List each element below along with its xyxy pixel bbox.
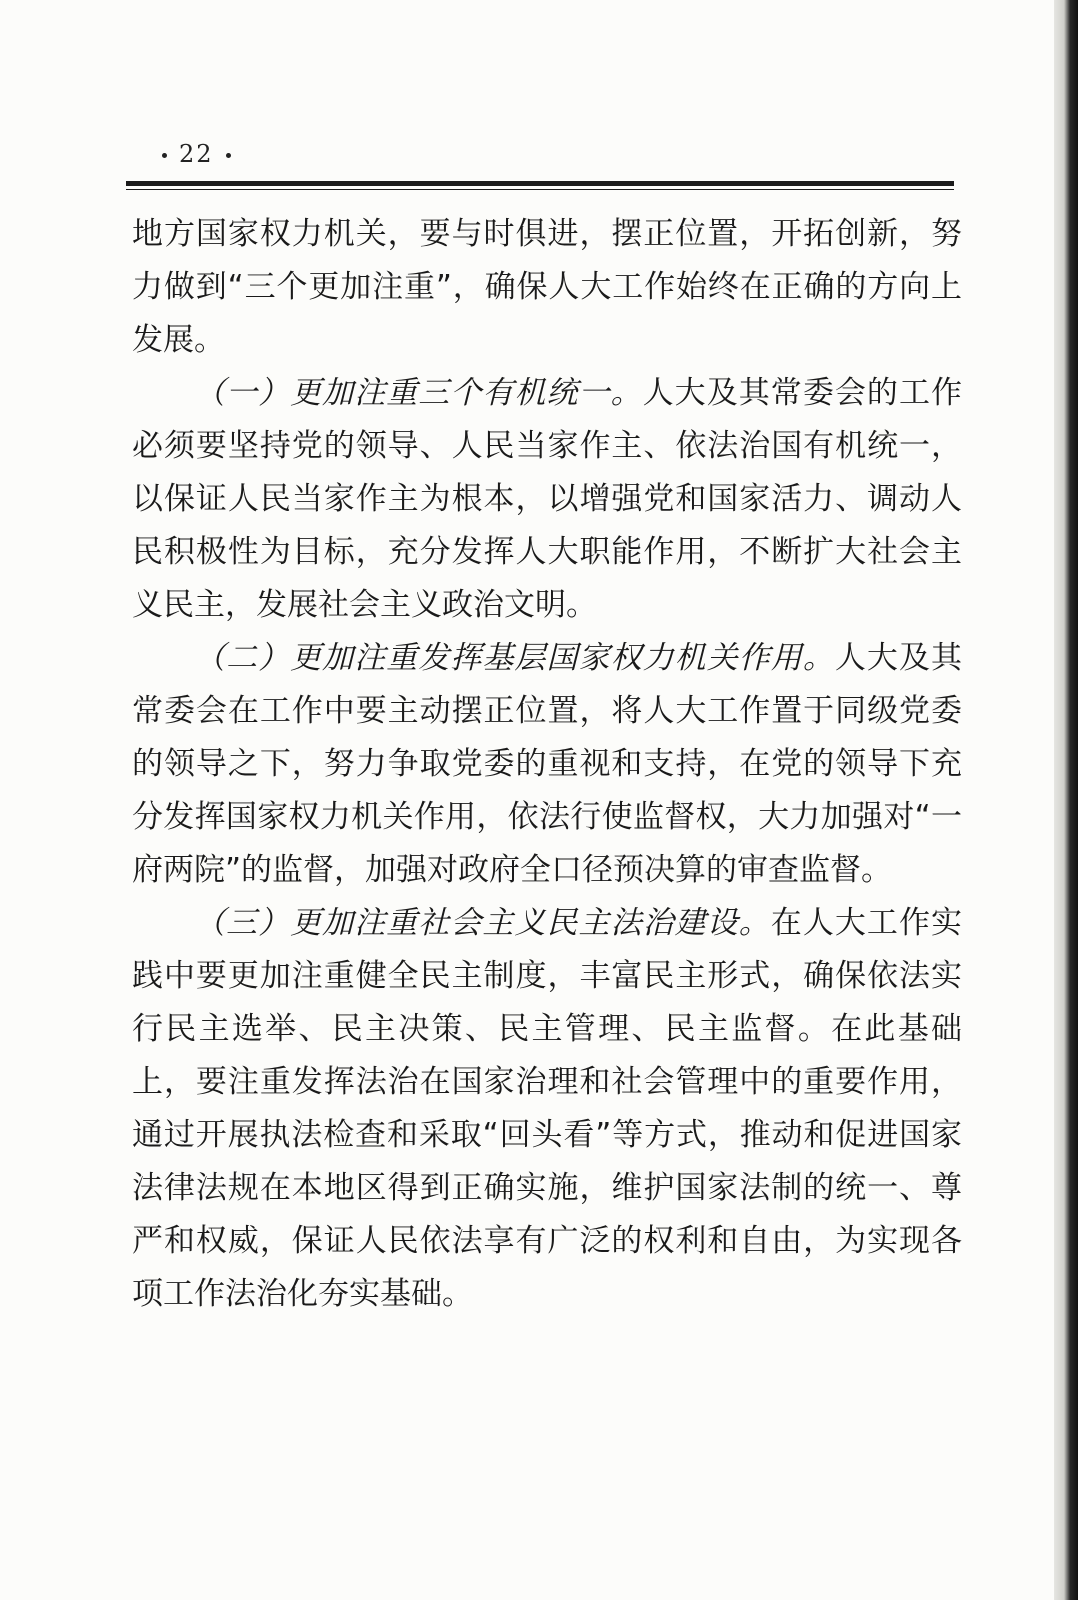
section-heading-3: （三）更加注重社会主义民主法治建设。 — [194, 905, 771, 941]
header-rule-thin — [126, 189, 954, 190]
paragraph-4-text: 在人大工作实践中要更加注重健全民主制度，丰富民主形式，确保依法实行民主选举、民主决策、民主管理、民主监督。在此基础上，要注重发挥法治在国家治理和社会管理中的重要作用，通过开展执法检查和采取“回头看”等方式，推动和促进国家法律法规在本地区得到正确实施，维护国家法制的统一、尊严和权威，保证人民依法享有广泛的权利和自由，为实现各项工作法治化夯实基础。 — [132, 905, 962, 1312]
section-heading-2: （二）更加注重发挥基层国家权力机关作用。 — [194, 640, 835, 676]
paragraph-1-text: 地方国家权力机关，要与时俱进，摆正位置，开拓创新，努力做到“三个更加注重”，确保人大工作始终在正确的方向上发展。 — [132, 216, 962, 358]
paragraph-4 — [132, 897, 962, 1321]
paragraph-2 — [132, 367, 962, 632]
paragraph-3-text: 人大及其常委会在工作中要主动摆正位置，将人大工作置于同级党委的领导之下，努力争取党委的重视和支持，在党的领导下充分发挥国家权力机关作用，依法行使监督权，大力加强对“一府两院”的监督，加强对政府全口径预决算的审查监督。 — [132, 640, 963, 888]
bullet-dot-right — [226, 153, 231, 158]
bullet-dot-left — [162, 153, 167, 158]
page-number — [150, 140, 243, 168]
scan-edge-shadow — [1054, 0, 1078, 1600]
page-number-text: 22 — [179, 140, 214, 168]
paragraph-1 — [132, 208, 962, 367]
section-heading-1: （一）更加注重三个有机统一。 — [194, 375, 643, 411]
body-text — [132, 208, 962, 1321]
header-rule-thick — [126, 181, 954, 186]
paragraph-3 — [132, 632, 962, 897]
paragraph-2-text: 人大及其常委会的工作必须要坚持党的领导、人民当家作主、依法治国有机统一，以保证人民当家作主为根本，以增强党和国家活力、调动人民积极性为目标，充分发挥人大职能作用，不断扩大社会主义民主，发展社会主义政治文明。 — [132, 375, 962, 623]
